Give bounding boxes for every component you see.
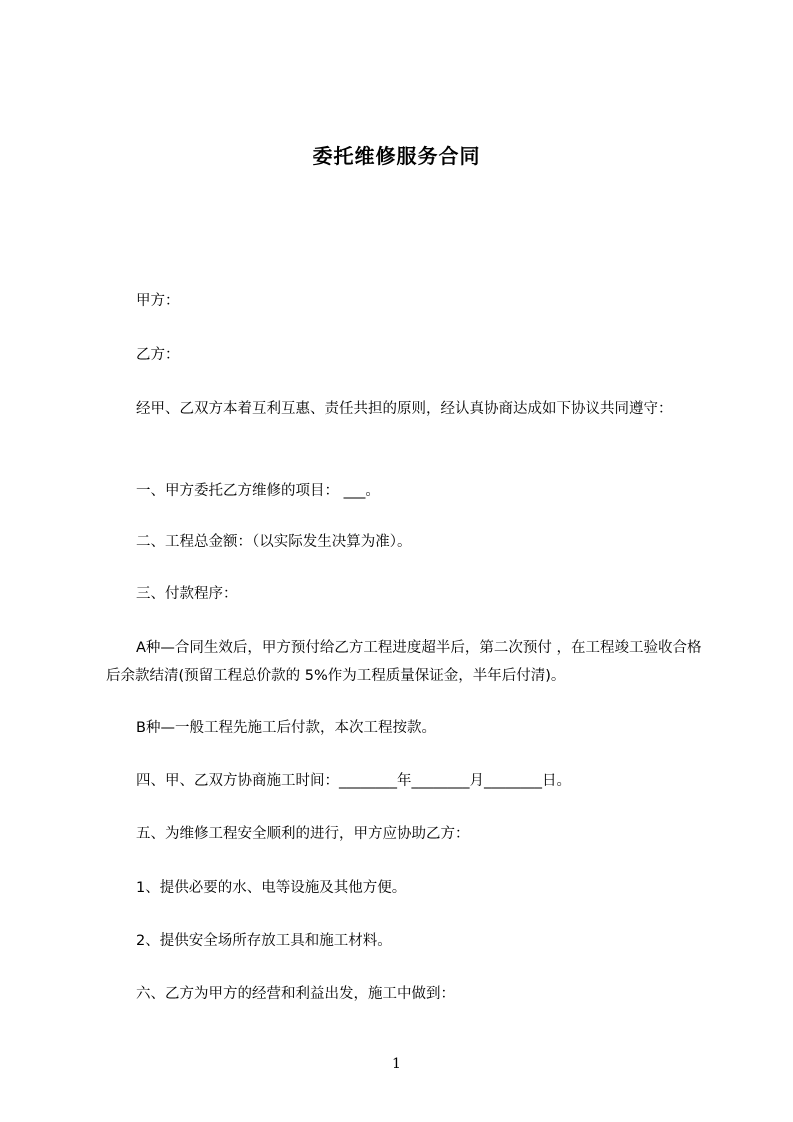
list-item: 1、提供必要的水、电等设施及其他方便。	[136, 880, 407, 896]
payment-option-b: B种—一般工程先施工后付款，本次工程按款。	[136, 720, 436, 736]
clause-6: 六、乙方为甲方的经营和利益出发，施工中做到：	[136, 986, 455, 1002]
payment-option-a: A种—合同生效后，甲方预付给乙方工程进度超半后，第二次预付 ，在工程竣工验收合格后余款结清(预留工程总价款的 5%作为工程质量保证金，半年后付清)。	[106, 640, 702, 684]
clause-5: 五、为维修工程安全顺利的进行，甲方应协助乙方：	[136, 826, 470, 842]
page-number: 1	[392, 1056, 401, 1072]
list-item: 2、提供安全场所存放工具和施工材料。	[136, 933, 392, 949]
clause-1: 一、甲方委托乙方维修的项目： ___。	[136, 483, 380, 499]
intro-paragraph: 经甲、乙双方本着互利互惠、责任共担的原则，经认真协商达成如下协议共同遵守：	[136, 401, 673, 417]
clause-3: 三、付款程序：	[136, 586, 238, 602]
party-a-line: 甲方：	[136, 293, 180, 309]
document-title: 委托维修服务合同	[312, 144, 481, 168]
clause-4: 四、甲、乙双方协商施工时间：________年________月________日。	[136, 773, 571, 789]
clause-2: 二、工程总金额：（以实际发生决算为准）。	[136, 534, 412, 550]
party-b-line: 乙方：	[136, 347, 180, 363]
